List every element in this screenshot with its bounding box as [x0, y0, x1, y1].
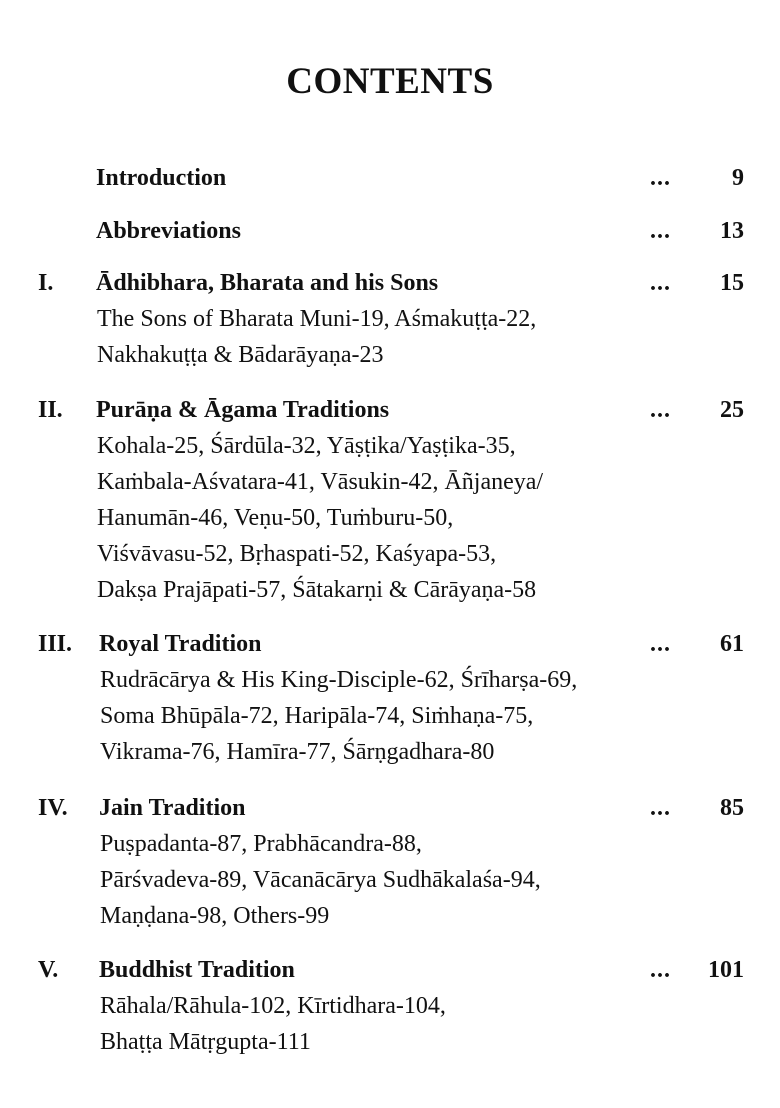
chapter-title[interactable]: Ādhibhara, Bharata and his Sons: [96, 270, 439, 296]
section-list-line: Bhaṭṭa Mātṛgupta-111: [100, 1029, 311, 1055]
section-list-line: Puṣpadanta-87, Prabhācandra-88,: [100, 831, 422, 857]
page-number: 15: [720, 270, 744, 296]
section-list-line: Viśvāvasu-52, Bṛhaspati-52, Kaśyapa-53,: [97, 541, 497, 567]
section-list-line: Maṇḍana-98, Others-99: [100, 903, 330, 929]
section-list-line: Nakhakuṭṭa & Bādarāyaṇa-23: [97, 342, 384, 368]
section-list-line: Rudrācārya & His King-Disciple-62, Śrīharṣa-69,: [100, 667, 578, 693]
toc-entry-heading[interactable]: [0, 392, 780, 428]
section-list-line: Kaṁbala-Aśvatara-41, Vāsukin-42, Āñjaneya/: [97, 469, 544, 495]
chapter-numeral: IV.: [38, 795, 68, 821]
section-list-line: Soma Bhūpāla-72, Haripāla-74, Siṁhaṇa-75,: [100, 703, 534, 729]
chapter-title[interactable]: Purāṇa & Āgama Traditions: [96, 397, 390, 423]
section-list-line: Vikrama-76, Hamīra-77, Śārṇgadhara-80: [100, 739, 495, 765]
page-number: 61: [720, 631, 744, 657]
section-list: [100, 662, 780, 770]
chapter-title[interactable]: Abbreviations: [96, 218, 241, 244]
page-title: CONTENTS: [286, 61, 494, 102]
leader-dots: ...: [650, 957, 671, 983]
toc-entry-heading[interactable]: [0, 265, 780, 301]
section-list-line: Pārśvadeva-89, Vācanācārya Sudhākalaśa-94,: [100, 867, 541, 893]
leader-dots: ...: [650, 795, 671, 821]
toc-entry[interactable]: [0, 790, 780, 934]
page-number: 85: [720, 795, 744, 821]
chapter-title[interactable]: Jain Tradition: [99, 795, 246, 821]
toc-entry[interactable]: [0, 392, 780, 608]
chapter-numeral: II.: [38, 397, 63, 423]
toc-entry-heading[interactable]: [0, 790, 780, 826]
toc-entry-heading[interactable]: [0, 160, 780, 196]
toc-entry-heading[interactable]: [0, 952, 780, 988]
page-number: 25: [720, 397, 744, 423]
section-list: [97, 301, 780, 373]
section-list-line: Rāhala/Rāhula-102, Kīrtidhara-104,: [100, 993, 446, 1019]
leader-dots: ...: [650, 397, 671, 423]
toc-entry[interactable]: [0, 160, 780, 196]
leader-dots: ...: [650, 165, 671, 191]
toc-entry[interactable]: [0, 265, 780, 373]
toc-entry-heading[interactable]: [0, 626, 780, 662]
chapter-numeral: V.: [38, 957, 59, 983]
leader-dots: ...: [650, 631, 671, 657]
section-list-line: Hanumān-46, Veṇu-50, Tuṁburu-50,: [97, 505, 454, 531]
section-list: [97, 428, 780, 608]
section-list: [100, 988, 780, 1060]
chapter-title[interactable]: Royal Tradition: [99, 631, 262, 657]
page-number: 101: [708, 957, 744, 983]
section-list-line: Kohala-25, Śārdūla-32, Yāṣṭika/Yaṣṭika-35,: [97, 433, 516, 459]
toc-entry[interactable]: [0, 626, 780, 770]
chapter-title[interactable]: Introduction: [96, 165, 227, 191]
chapter-title[interactable]: Buddhist Tradition: [99, 957, 295, 983]
chapter-numeral: III.: [38, 631, 73, 657]
section-list: [100, 826, 780, 934]
page-number: 9: [732, 165, 744, 191]
toc-entry[interactable]: [0, 213, 780, 249]
toc-entry[interactable]: [0, 952, 780, 1060]
chapter-numeral: I.: [38, 270, 54, 296]
section-list-line: The Sons of Bharata Muni-19, Aśmakuṭṭa-22,: [97, 306, 537, 332]
page-number: 13: [720, 218, 744, 244]
section-list-line: Dakṣa Prajāpati-57, Śātakarṇi & Cārāyaṇa-58: [97, 577, 537, 603]
leader-dots: ...: [650, 270, 671, 296]
leader-dots: ...: [650, 218, 671, 244]
toc-entry-heading[interactable]: [0, 213, 780, 249]
